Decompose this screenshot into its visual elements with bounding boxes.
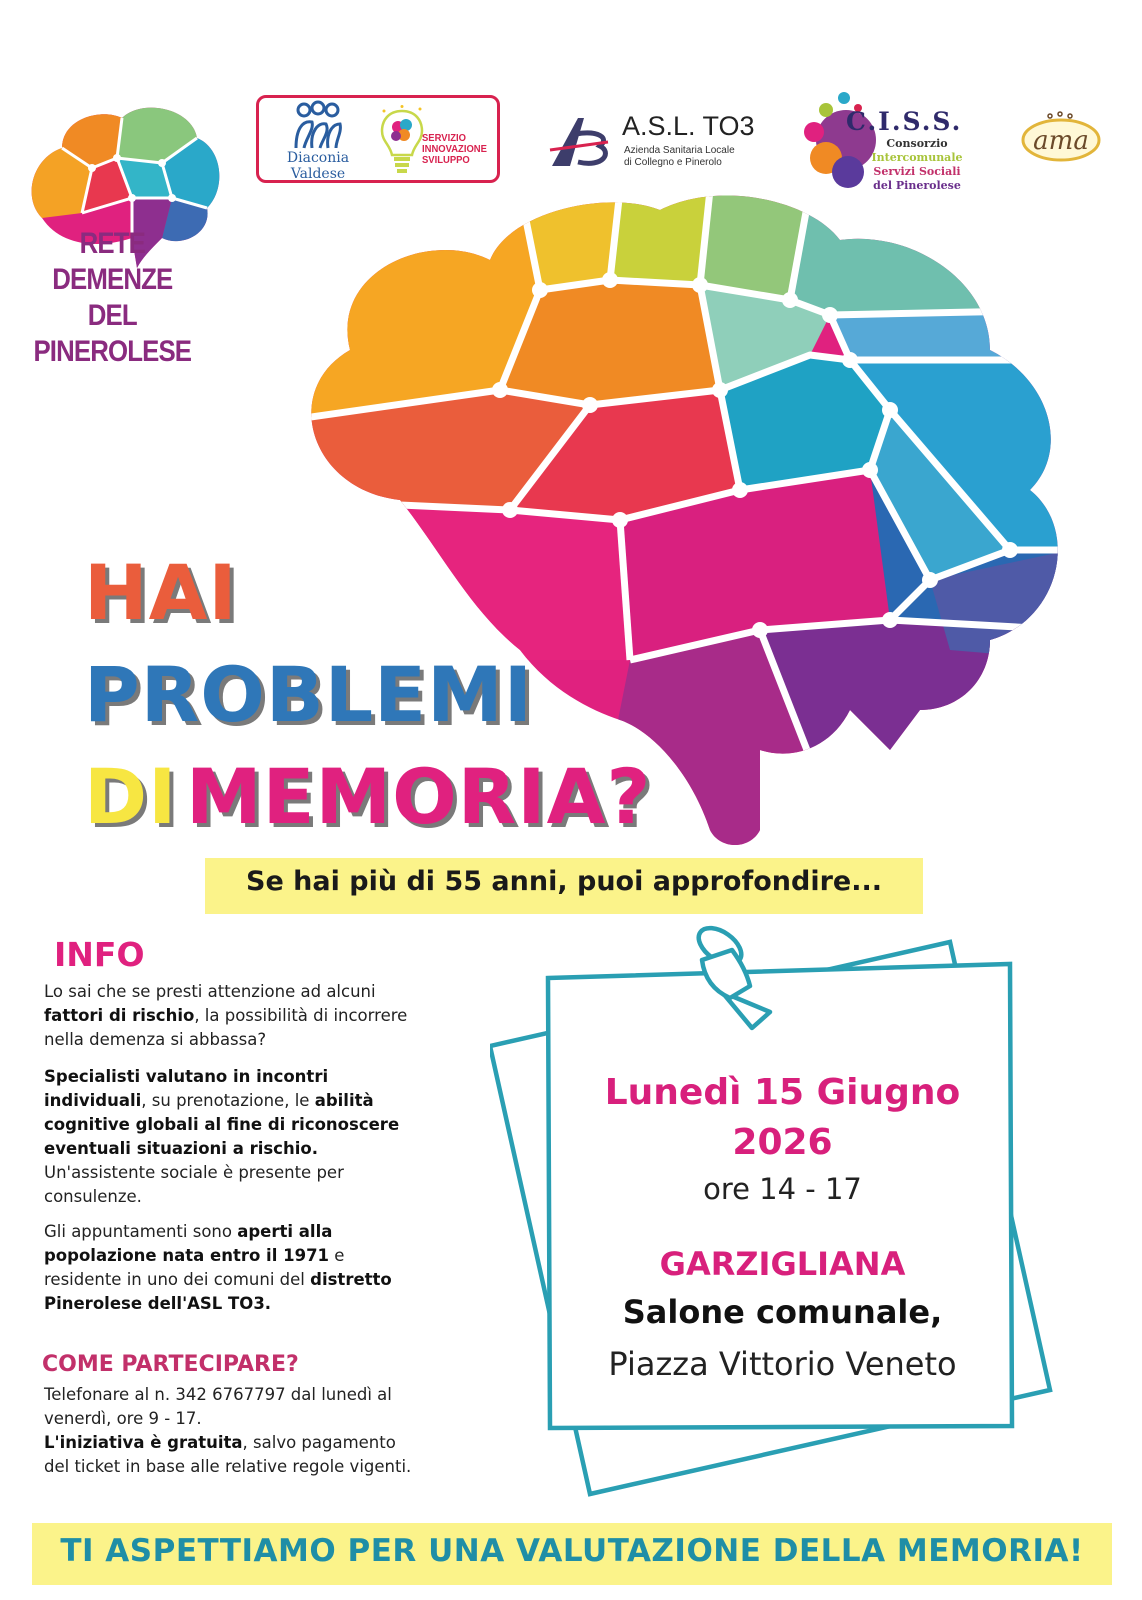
diaconia-logo-text	[268, 150, 368, 182]
p3-bold-d: distretto Pinerolese dell'ASL TO3.	[44, 1270, 392, 1313]
rete-line2: DEL PINEROLESE	[33, 299, 192, 368]
ciss-sub3: Servizi Sociali	[873, 165, 961, 178]
event-date-day: Lunedì 15 Giugno	[604, 1072, 961, 1113]
ciss-title: C.I.S.S.	[846, 107, 963, 136]
footer-slogan: TI ASPETTIAMO PER UNA VALUTAZIONE DELLA MEMORIA!	[60, 1533, 1084, 1569]
asl-sub2: di Collegno e Pinerolo	[624, 157, 722, 168]
p2-text-d: Un'assistente sociale è presente per consulenze.	[44, 1163, 344, 1206]
info-heading: INFO	[54, 935, 145, 974]
info-paragraph-participation	[44, 1383, 419, 1479]
info-paragraph-appointments	[44, 1220, 419, 1316]
headline-hai: HAI	[84, 548, 238, 637]
ciss-sub2: Intercomunale	[871, 151, 963, 164]
asl-subtitle	[624, 145, 735, 169]
servizio-line2: INNOVAZIONE	[422, 143, 487, 155]
diaconia-line1: Diaconia	[286, 150, 350, 166]
event-place: GARZIGLIANA	[659, 1245, 906, 1283]
info-paragraph-specialists	[44, 1065, 419, 1209]
headline-di: DI	[84, 752, 178, 841]
ama-logo	[1020, 110, 1102, 164]
ciss-sub4: del Pinerolese	[873, 179, 961, 192]
p3-text-a: Gli appuntamenti sono	[44, 1222, 238, 1241]
p1-bold-risk: fattori di rischio	[44, 1006, 195, 1025]
asl-logo-mark	[548, 112, 612, 170]
rete-demenze-logo-text	[22, 226, 203, 370]
servizio-line3: SVILUPPO	[422, 154, 470, 166]
asl-title: A.S.L. TO3	[622, 111, 755, 141]
event-time: ore 14 - 17	[703, 1172, 862, 1206]
subtitle: Se hai più di 55 anni, puoi approfondire...	[246, 866, 882, 897]
event-date-year: 2026	[732, 1122, 833, 1163]
lightbulb-brain-icon	[378, 105, 426, 177]
ciss-subtitle	[862, 137, 972, 193]
p1-text-c: , la possibilità di incorrere nella demenza si abbassa?	[44, 1006, 408, 1049]
p2-bold-c: abilità cognitive globali al fine di riconoscere eventuali situazioni a rischio.	[44, 1091, 400, 1158]
p4-bold-free: L'iniziativa è gratuita	[44, 1433, 243, 1452]
servizio-line1: SERVIZIO	[422, 132, 466, 144]
diaconia-line2: Valdese	[290, 166, 346, 182]
ama-logo-text: ama	[1033, 126, 1089, 156]
asl-sub1: Azienda Sanitaria Locale	[624, 145, 735, 156]
pinned-note-card	[490, 920, 1090, 1500]
p1-text-a: Lo sai che se presti attenzione ad alcuni	[44, 982, 376, 1001]
rete-line1: RETE DEMENZE	[52, 227, 173, 296]
event-venue: Salone comunale,	[622, 1293, 943, 1331]
p4-text-a: Telefonare al n. 342 6767797 dal lunedì al venerdì, ore 9 - 17.	[44, 1385, 392, 1428]
servizio-logo-text	[422, 133, 490, 166]
ciss-sub1: Consorzio	[886, 137, 948, 150]
headline-memoria: MEMORIA?	[186, 752, 652, 841]
event-date	[555, 1068, 1010, 1168]
p2-bold-a: Specialisti valutano in incontri individuali	[44, 1067, 329, 1110]
info-paragraph-risk	[44, 980, 419, 1052]
p3-bold-b: aperti alla popolazione nata entro il 1971	[44, 1222, 333, 1265]
p3-text-c: e residente in uno dei comuni del	[44, 1246, 345, 1289]
diaconia-people-icon	[290, 100, 346, 152]
p4-text-c: , salvo pagamento del ticket in base alle relative regole vigenti.	[44, 1433, 412, 1476]
p2-text-b: , su prenotazione, le	[141, 1091, 315, 1110]
headline-problemi: PROBLEMI	[84, 650, 534, 739]
event-address: Piazza Vittorio Veneto	[608, 1345, 957, 1383]
come-partecipare-heading: COME PARTECIPARE?	[42, 1352, 299, 1377]
